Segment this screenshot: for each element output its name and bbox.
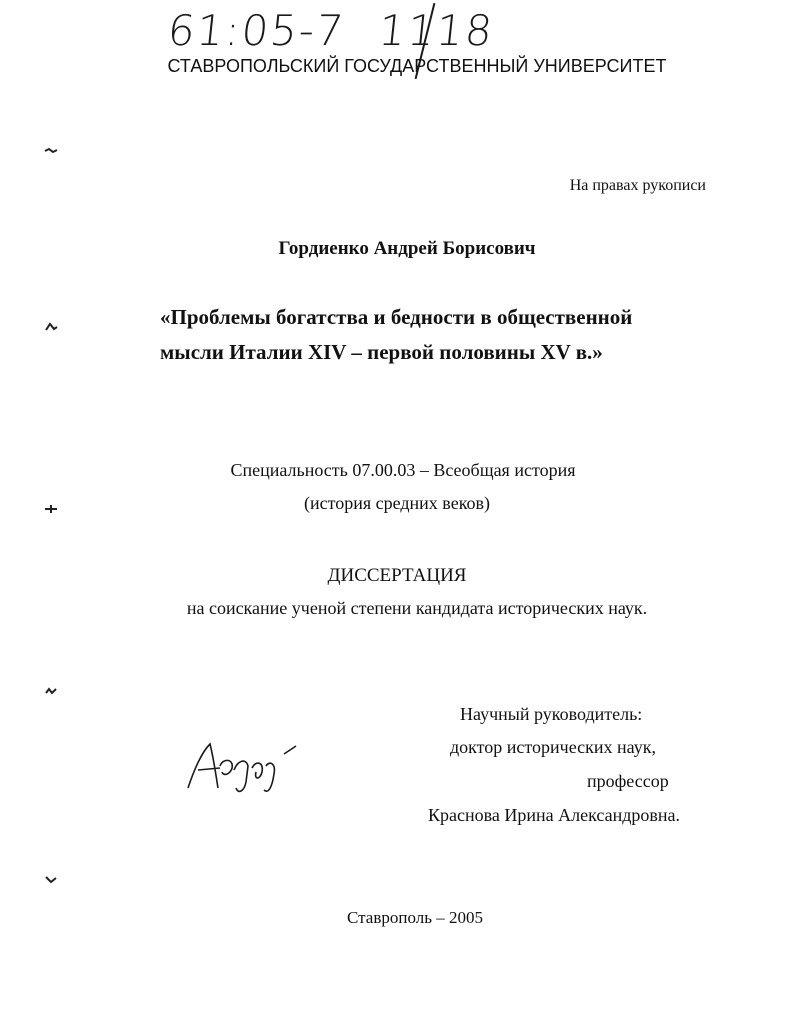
supervisor-label: Научный руководитель: bbox=[460, 704, 643, 724]
specialty-subline: (история средних веков) bbox=[303, 493, 491, 513]
degree-sought: на соискание ученой степени кандидата исторических наук. bbox=[186, 598, 648, 618]
author-name: Гордиенко Андрей Борисович bbox=[278, 238, 536, 259]
scan-margin-mark-3 bbox=[44, 504, 58, 514]
supervisor-degree: доктор исторических наук, bbox=[450, 737, 656, 757]
supervisor-title: профессор bbox=[587, 771, 669, 791]
manuscript-rights-note: На правах рукописи bbox=[569, 177, 706, 194]
handwritten-signature bbox=[180, 730, 320, 800]
dissertation-title-line-2: мысли Италии XIV – первой половины XV в.» bbox=[160, 340, 603, 364]
scan-margin-mark-1 bbox=[44, 146, 58, 156]
city-and-year: Ставрополь – 2005 bbox=[347, 908, 483, 927]
supervisor-name: Краснова Ирина Александровна. bbox=[428, 805, 680, 825]
catalog-number-left: 61:05-7 bbox=[165, 6, 348, 55]
document-type: ДИССЕРТАЦИЯ bbox=[327, 565, 467, 586]
dissertation-title-line-1: «Проблемы богатства и бедности в общественной bbox=[160, 305, 633, 329]
university-name: СТАВРОПОЛЬСКИЙ ГОСУДАРСТВЕННЫЙ УНИВЕРСИТЕТ bbox=[167, 56, 667, 76]
scan-margin-mark-2 bbox=[44, 322, 58, 332]
catalog-number-right: 1118 bbox=[376, 6, 497, 55]
specialty-line: Специальность 07.00.03 – Всеобщая история bbox=[230, 460, 576, 480]
handwritten-catalog-number bbox=[165, 6, 496, 55]
scan-margin-mark-5 bbox=[44, 874, 58, 884]
scan-margin-mark-4 bbox=[44, 686, 58, 696]
